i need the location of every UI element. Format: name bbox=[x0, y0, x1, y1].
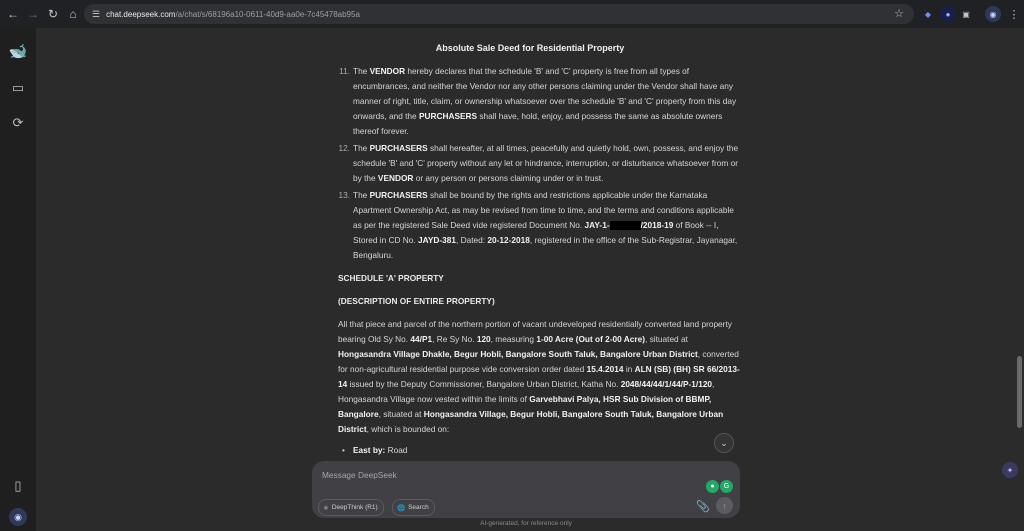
sidebar bbox=[0, 28, 36, 531]
para-text: , Hongasandra Village now vested within the limits of bbox=[338, 379, 715, 404]
clause-bold: /2018-19 bbox=[640, 220, 674, 230]
clause-bold: VENDOR bbox=[377, 173, 414, 183]
clause-text: The bbox=[353, 190, 370, 200]
profile-icon[interactable]: ◉ bbox=[985, 6, 1001, 22]
para-text: All that piece and parcel of the northern portion of vacant undeveloped residentially converted land property bearing Old Sy No. bbox=[338, 319, 732, 344]
clause-text: , registered in the office of the Sub-Registrar, Jayanagar, Bengaluru. bbox=[353, 235, 738, 260]
para-bold: Hongasandra Village Dhakle, Begur Hobli, Bangalore South Taluk, Bangalore Urban District bbox=[338, 349, 698, 359]
deepthink-icon: ⚛ bbox=[323, 504, 329, 512]
search-label: Search bbox=[408, 504, 429, 511]
clause-number: 12. bbox=[338, 143, 350, 153]
clause-bold: VENDOR bbox=[369, 66, 406, 76]
clause-12 bbox=[338, 141, 742, 186]
para-text: , Re Sy No. bbox=[432, 334, 477, 344]
chevron-down-icon: ⌄ bbox=[720, 437, 728, 448]
para-text: , situated at bbox=[645, 334, 688, 344]
para-text: , measuring bbox=[490, 334, 537, 344]
para-text: , converted for non-agricultural residential purpose vide conversion order dated bbox=[338, 349, 739, 374]
forward-icon[interactable]: → bbox=[27, 7, 39, 21]
clause-number: 11. bbox=[339, 66, 350, 76]
disclaimer-text: AI-generated, for reference only bbox=[480, 520, 572, 527]
grammarly-icon[interactable]: G bbox=[720, 480, 733, 493]
clause-text: , Dated: bbox=[456, 235, 488, 245]
deepthink-toggle-button[interactable] bbox=[318, 499, 384, 516]
deepthink-label: DeepThink (R1) bbox=[331, 504, 378, 511]
clause-text: shall have, hold, enjoy, and possess the same as absolute owners thereof forever. bbox=[353, 111, 723, 136]
site-info-icon[interactable]: ☰ bbox=[92, 8, 101, 19]
back-icon[interactable]: ← bbox=[7, 7, 19, 21]
para-text: in bbox=[623, 364, 635, 374]
clause-text: hereby declares that the schedule 'B' and 'C' property is free from all types of encumbrances, and neither the Vendor nor any other persons claiming under the Vendor shall have any manner of right, title, claim, or ownership whatsoever over the schedule 'B' and 'C' property from this day onwards, and the bbox=[353, 66, 737, 121]
message-input[interactable] bbox=[320, 466, 704, 484]
extension-icon-2[interactable]: ● bbox=[940, 6, 956, 22]
clause-text: The bbox=[353, 143, 370, 153]
new-chat-icon[interactable]: ⟳ bbox=[12, 115, 24, 130]
clause-text: shall be bound by the rights and restrictions applicable under the Karnataka Apartment Ownership Act, as may be revised from time to time, and the terms and conditions applicable as per the registered Sale Deed vide registered Document No. bbox=[353, 190, 734, 230]
whale-logo-icon[interactable]: 🐋 bbox=[8, 43, 28, 60]
arrow-up-icon: ↑ bbox=[722, 500, 727, 511]
clause-bold: PURCHASERS bbox=[418, 111, 478, 121]
clause-text: shall hereafter, at all times, peacefully and quietly hold, own, possess, and enjoy the schedule 'B' and 'C' property without any let or hindrance, interruption, or disturbance whatsoever from or by the bbox=[353, 143, 739, 183]
attach-file-icon[interactable]: 📎 bbox=[696, 501, 710, 513]
para-bold: 120 bbox=[476, 334, 491, 344]
clause-number: 13. bbox=[338, 190, 350, 200]
para-text: issued by the Deputy Commissioner, Bangalore Urban District, Katha No. bbox=[347, 379, 621, 389]
para-bold: ALN (SB) (BH) SR 66/2013-14 bbox=[338, 364, 740, 389]
para-bold: 1-00 Acre (Out of 2-00 Acre) bbox=[536, 334, 645, 344]
scroll-to-bottom-button[interactable] bbox=[714, 433, 734, 453]
clause-11 bbox=[338, 64, 742, 139]
clause-bold: 20-12-2018 bbox=[487, 235, 530, 245]
address-bar[interactable] bbox=[84, 4, 914, 24]
extensions-puzzle-icon[interactable]: ▣ bbox=[962, 9, 970, 19]
para-bold: Hongasandra Village, Begur Hobli, Bangalore South Taluk, Bangalore Urban District bbox=[338, 409, 724, 434]
description-heading: (DESCRIPTION OF ENTIRE PROPERTY) bbox=[338, 296, 495, 306]
response-document bbox=[338, 64, 742, 458]
clause-bold: PURCHASERS bbox=[369, 143, 428, 153]
para-text: , situated at bbox=[378, 409, 424, 419]
sidebar-toggle-icon[interactable]: ▭ bbox=[11, 80, 25, 95]
para-bold: 15.4.2014 bbox=[586, 364, 624, 374]
para-text: , which is bounded on: bbox=[366, 424, 450, 434]
chat-area bbox=[36, 28, 1024, 531]
send-button[interactable] bbox=[716, 497, 733, 514]
browser-toolbar bbox=[0, 0, 1024, 28]
document-title: Absolute Sale Deed for Residential Property bbox=[435, 43, 625, 53]
property-description bbox=[338, 317, 742, 437]
schedule-heading: SCHEDULE 'A' PROPERTY bbox=[338, 273, 444, 283]
boundary-east bbox=[338, 443, 742, 458]
para-bold: 44/P1 bbox=[410, 334, 433, 344]
para-bold: Garvebhavi Palya, HSR Sub Division of BBMP, Bangalore bbox=[338, 394, 712, 419]
home-icon[interactable]: ⌂ bbox=[69, 7, 77, 21]
bookmark-star-icon[interactable]: ☆ bbox=[894, 8, 904, 20]
boundary-value: Road bbox=[385, 445, 408, 455]
clause-text: of Book -- I, Stored in CD No. bbox=[353, 220, 719, 245]
clause-13 bbox=[338, 188, 742, 263]
profile-avatar-icon[interactable]: ◉ bbox=[9, 508, 27, 526]
grammar-extension-icon[interactable]: ● bbox=[706, 480, 719, 493]
url-path: /a/chat/s/68196a10-0611-40d9-aa0e-7c45478ab95a bbox=[175, 9, 360, 19]
clause-text: or any person or persons claiming under or in trust. bbox=[413, 173, 604, 183]
search-toggle-button[interactable] bbox=[392, 499, 435, 516]
clause-text: The bbox=[353, 66, 370, 76]
vertical-scrollbar[interactable] bbox=[1014, 28, 1024, 531]
redaction-block bbox=[610, 221, 641, 230]
message-composer bbox=[312, 461, 740, 518]
clause-bold: JAY-1- bbox=[584, 220, 610, 230]
reload-icon[interactable]: ↻ bbox=[47, 7, 59, 21]
scrollbar-thumb[interactable] bbox=[1017, 356, 1022, 428]
floating-assistant-icon[interactable]: ✦ bbox=[1002, 462, 1018, 478]
para-bold: 2048/44/44/1/44/P-1/120 bbox=[620, 379, 713, 389]
extension-icon-1[interactable]: ◆ bbox=[924, 9, 932, 19]
browser-menu-icon[interactable]: ⋮ bbox=[1008, 8, 1020, 21]
clause-bold: JAYD-381 bbox=[418, 235, 457, 245]
url-host: chat.deepseek.com bbox=[106, 9, 176, 19]
globe-icon: 🌐 bbox=[397, 504, 406, 512]
clause-bold: PURCHASERS bbox=[369, 190, 428, 200]
boundary-label: East by: bbox=[353, 445, 386, 455]
mobile-app-icon[interactable]: ▯ bbox=[14, 478, 22, 493]
